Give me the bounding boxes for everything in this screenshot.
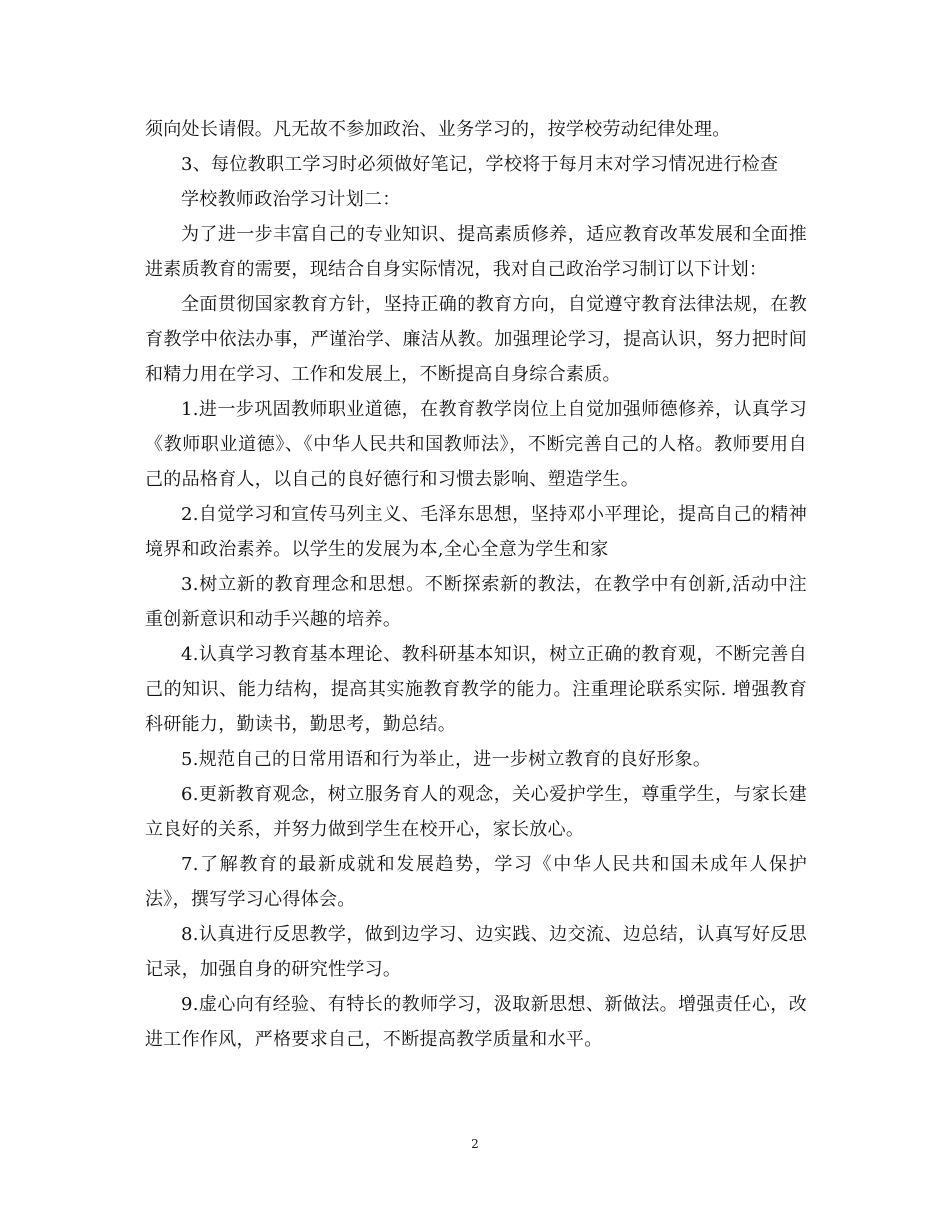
list-item-7: 7.了解教育的最新成就和发展趋势，学习《中华人民共和国未成年人保护法》，撰写学习心得体会。 bbox=[145, 854, 807, 910]
paragraph-continuation: 须向处长请假。凡无故不参加政治、业务学习的，按学校劳动纪律处理。 bbox=[145, 119, 731, 140]
list-item-5: 5.规范自己的日常用语和行为举止，进一步树立教育的良好形象。 bbox=[181, 749, 712, 770]
list-item-4: 4.认真学习教育基本理论、教科研基本知识，树立正确的教育观，不断完善自己的知识、能力结构，提高其实施教育教学的能力。注重理论联系实际. 增强教育科研能力，勤读书，勤思考，勤总结。 bbox=[145, 644, 807, 735]
list-item-3: 3.树立新的教育理念和思想。不断探索新的教法，在教学中有创新,活动中注重创新意识和动手兴趣的培养。 bbox=[145, 574, 807, 630]
list-item-1: 1.进一步巩固教师职业道德，在教育教学岗位上自觉加强师德修养，认真学习《教师职业道德》、《中华人民共和国教师法》，不断完善自己的人格。教师要用自己的品格育人，以自己的良好德行和习惯去影响、塑造学生。 bbox=[145, 399, 807, 490]
page-number: 2 bbox=[471, 1137, 479, 1151]
paragraph-intro: 为了进一步丰富自己的专业知识、提高素质修养，适应教育改革发展和全面推进素质教育的需要，现结合自身实际情况，我对自己政治学习制订以下计划： bbox=[145, 224, 807, 280]
list-item-8: 8.认真进行反思教学，做到边学习、边实践、边交流、边总结，认真写好反思记录，加强自身的研究性学习。 bbox=[145, 924, 807, 980]
section-heading: 学校教师政治学习计划二： bbox=[181, 189, 401, 210]
list-item-9: 9.虚心向有经验、有特长的教师学习，汲取新思想、新做法。增强责任心，改进工作作风，严格要求自己，不断提高教学质量和水平。 bbox=[145, 994, 807, 1050]
document-body bbox=[145, 112, 807, 1057]
list-item-6: 6.更新教育观念，树立服务育人的观念，关心爱护学生，尊重学生，与家长建立良好的关系，并努力做到学生在校开心，家长放心。 bbox=[145, 784, 807, 840]
paragraph-overview: 全面贯彻国家教育方针，坚持正确的教育方向，自觉遵守教育法律法规，在教育教学中依法办事，严谨治学、廉洁从教。加强理论学习，提高认识，努力把时间和精力用在学习、工作和发展上，不断提高自身综合素质。 bbox=[145, 294, 807, 385]
paragraph-rule-3: 3、每位教职工学习时必须做好笔记，学校将于每月末对学习情况进行检查 bbox=[181, 154, 779, 175]
list-item-2: 2.自觉学习和宣传马列主义、毛泽东思想，坚持邓小平理论，提高自己的精神境界和政治素养。以学生的发展为本,全心全意为学生和家 bbox=[145, 504, 807, 560]
